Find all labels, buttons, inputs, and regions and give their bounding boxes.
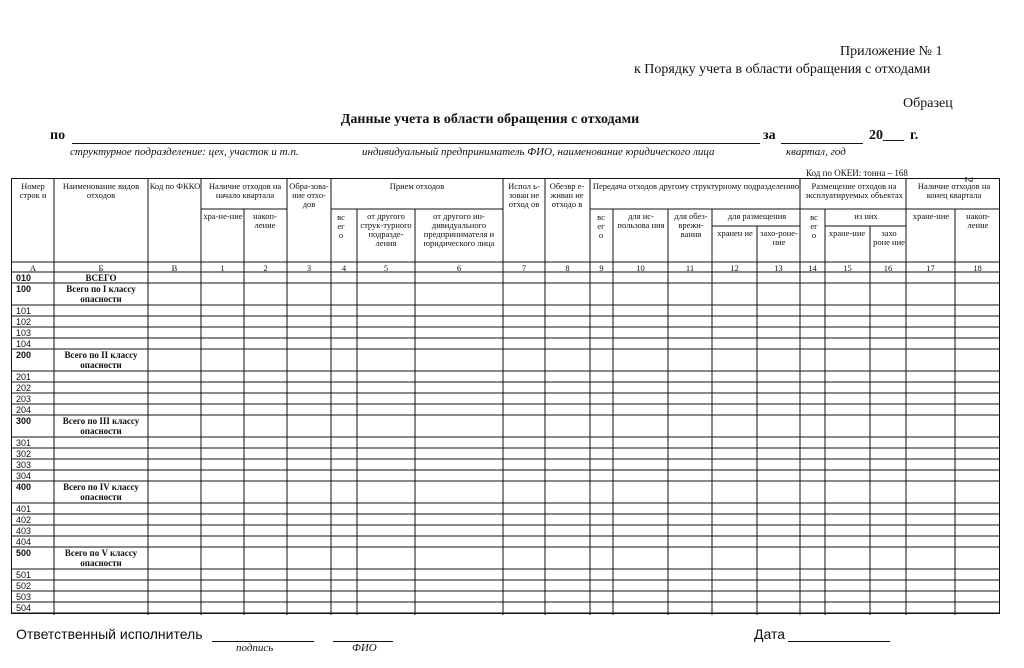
column-label: 1 <box>220 263 225 273</box>
column-label: 3 <box>306 263 312 273</box>
row-number: 103 <box>16 327 32 338</box>
header-placement-own: Размещение отходов на эксплуатируемых объектах <box>805 181 903 200</box>
column-label: А <box>29 263 37 273</box>
row-number: 403 <box>16 525 32 536</box>
subdivision-caption: структурное подразделение: цех, участок и т.п. <box>70 146 299 158</box>
table-grid <box>12 176 1001 615</box>
header-transfer: Передача отходов другому структурному подразделению <box>592 181 800 191</box>
row-number: 203 <box>16 393 32 404</box>
column-label: 16 <box>883 263 893 273</box>
column-label: 5 <box>383 263 389 273</box>
executor-label: Ответственный исполнитель <box>16 626 203 642</box>
year-suffix: г. <box>910 128 919 143</box>
row-number: 300 <box>16 415 32 426</box>
column-label: 9 <box>599 263 604 273</box>
row-name: ВСЕГО <box>85 273 117 283</box>
row-number: 503 <box>16 591 32 602</box>
entrepreneur-caption: индивидуальный предприниматель ФИО, наименование юридического лица <box>362 146 715 158</box>
header-received: Прием отходов <box>389 181 445 191</box>
page-number: 2 <box>962 176 977 183</box>
row-number: 404 <box>16 536 32 547</box>
header-storage3: хране-ние <box>828 228 866 238</box>
header-for-neutral: для обез-врежи-вания <box>674 211 708 239</box>
row-number: 401 <box>16 503 32 514</box>
subdivision-line[interactable] <box>72 143 760 144</box>
column-label: 7 <box>521 263 527 273</box>
column-label: 17 <box>926 263 935 273</box>
row-name: Всего по III классу опасности <box>62 416 140 436</box>
row-name: Всего по IV классу опасности <box>63 482 139 502</box>
header-of-them: из них <box>854 211 878 221</box>
header-storage2: хранен ие <box>717 228 753 238</box>
signature-caption: подпись <box>236 642 274 654</box>
header-fkko: Код по ФККО <box>149 181 201 191</box>
row-number: 202 <box>16 382 32 393</box>
header-start-stock: Наличие отходов на начало квартала <box>208 181 282 200</box>
year-label: 20___ <box>869 128 904 143</box>
row-number: 104 <box>16 338 32 349</box>
row-name: Всего по II классу опасности <box>64 350 138 370</box>
column-label: 10 <box>636 263 645 273</box>
header-name: Наименование видов отходов <box>62 181 140 200</box>
column-label: 12 <box>730 263 739 273</box>
row-number: 501 <box>16 569 32 580</box>
header-from-other-entity: от другого ин-дивидуального предпринимателя и юридического лица <box>423 211 495 248</box>
column-label: 18 <box>973 263 982 273</box>
column-label: 8 <box>565 263 570 273</box>
sample-label: Образец <box>903 96 953 111</box>
column-label: 13 <box>774 263 783 273</box>
column-label: 14 <box>808 263 817 273</box>
column-label: 6 <box>456 263 462 273</box>
header-placement-total: всего <box>810 212 818 240</box>
row-number: 400 <box>16 481 32 492</box>
row-number: 201 <box>16 371 32 382</box>
row-number: 200 <box>16 349 32 360</box>
header-burial: захо-роне-ние <box>760 228 798 247</box>
row-number: 102 <box>16 316 32 327</box>
row-number: 302 <box>16 448 32 459</box>
row-number: 303 <box>16 459 32 470</box>
row-number: 301 <box>16 437 32 448</box>
header-accumulation: накоп-ление <box>253 211 277 230</box>
date-label: Дата <box>754 626 786 642</box>
header-row-num: Номер строк и <box>19 181 47 200</box>
column-label: 15 <box>843 263 852 273</box>
row-number: 402 <box>16 514 32 525</box>
date-line[interactable] <box>788 641 890 642</box>
row-number: 504 <box>16 602 32 613</box>
row-number: 010 <box>16 272 32 283</box>
document-title: Данные учета в области обращения с отходами <box>340 112 640 127</box>
header-transfer-total: всего <box>597 212 605 240</box>
header-received-total: всего <box>337 212 345 240</box>
po-label: по <box>50 128 66 143</box>
column-label: 2 <box>263 263 268 273</box>
header-storage4: хране-ние <box>912 211 950 221</box>
header-accumulation2: накоп-ление <box>966 211 990 230</box>
header-neutralized: Обезвр е-живан ие отходо в <box>549 181 585 209</box>
column-label: В <box>171 263 178 273</box>
row-number: 204 <box>16 404 32 415</box>
header-from-other-unit: от другого струк-турного подразде-ления <box>360 211 412 248</box>
row-number: 101 <box>16 305 32 316</box>
row-number: 500 <box>16 547 32 558</box>
appendix-number: Приложение № 1 <box>840 44 943 59</box>
row-number: 304 <box>16 470 32 481</box>
period-caption: квартал, год <box>786 146 846 158</box>
fio-caption: ФИО <box>352 642 377 654</box>
header-storage: хра-не-ние <box>203 211 243 221</box>
column-label: Б <box>98 263 104 273</box>
okei-code: Код по ОКЕИ: тонна – 168 <box>806 168 908 178</box>
row-name: Всего по I классу опасности <box>66 284 136 304</box>
row-name: Всего по V классу опасности <box>64 548 138 568</box>
column-label: 4 <box>341 263 347 273</box>
column-label: 11 <box>685 263 695 273</box>
row-number: 502 <box>16 580 32 591</box>
header-end-stock: Наличие отходов на конец квартала <box>917 181 991 200</box>
header-for-placement: для размещения <box>727 211 787 221</box>
appendix-reference: к Порядку учета в области обращения с отходами <box>634 62 931 77</box>
quarter-line[interactable] <box>781 143 863 144</box>
header-used: Испол ь-зован ие отход ов <box>508 181 540 209</box>
header-for-use: для ис-пользова ния <box>617 211 665 230</box>
header-burial2: захо роне ние <box>873 228 905 247</box>
row-number: 100 <box>16 283 32 294</box>
header-formed: Обра-зова-ние отхо-дов <box>289 181 329 209</box>
za-label: за <box>763 128 776 143</box>
waste-accounting-table <box>11 178 1000 614</box>
